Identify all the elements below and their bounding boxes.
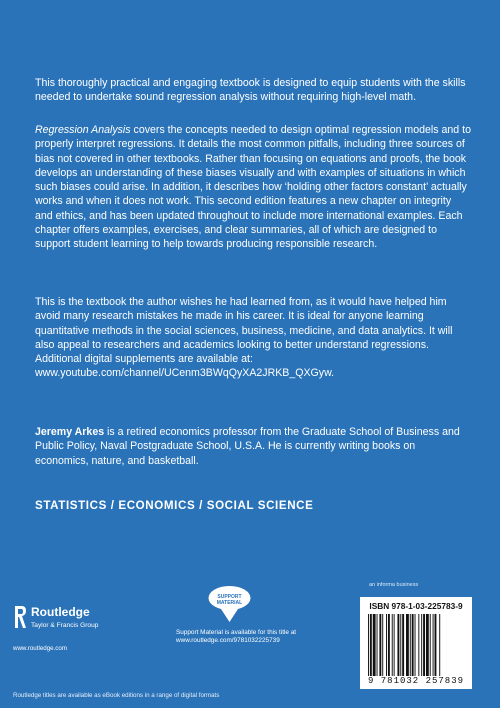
blurb-text-2 — [35, 123, 471, 252]
blurb-text-3: This is the textbook the author wishes he had learned from, as it would have helped him avoid many research mistakes he made in his career. It is ideal for anyone learning quantitative methods in the social sciences, business, medicine, and data analytics. It will also appeal to researchers and academics looking to better understand regressions. Additional digital supplements are available at: www.youtube.com/channel/UCenm3BWqQyXA2JRKB_QXGyw. — [35, 296, 453, 380]
support-material-badge — [207, 584, 252, 624]
publisher-group: Taylor & Francis Group — [31, 622, 99, 629]
subject-categories: STATISTICS / ECONOMICS / SOCIAL SCIENCE — [35, 499, 314, 512]
blurb-text-2-body: covers the concepts needed to design optimal regression models and to properly interpret regressions. It details the most common pitfalls, including three sources of bias not covered in other textbooks. Rather than focusing on equations and proofs, the book develops an understanding of these biases visually and with examples of situations in which such biases could arise. In addition, it describes how ‘holding other factors constant’ actually works and when it does not work. This second edition features a new chapter on integrity and ethics, and has been updated throughout to include more international examples. Each chapter offers examples, exercises, and clear summaries, all of which are designed to support student learning to help towards producing responsible research. — [35, 124, 471, 251]
informa-tagline: an informa business — [369, 582, 419, 588]
author-bio-body: is a retired economics professor from the Graduate School of Business and Public Policy, Naval Postgraduate School, U.S.A. He is currently writing books on economics, nature, and basketball. — [35, 426, 460, 467]
routledge-logo-icon — [13, 604, 28, 630]
support-badge-label: SUPPORT MATERIAL — [216, 594, 243, 606]
barcode-box — [360, 597, 472, 689]
barcode-icon — [368, 614, 464, 676]
barcode-digits: 9 781032 257839 — [367, 676, 464, 686]
support-material-note — [176, 629, 326, 645]
isbn-label: ISBN 978-1-03-225783-9 — [369, 601, 463, 611]
author-bio — [35, 425, 471, 468]
support-line-1: Support Material is available for this title at — [176, 629, 297, 636]
blurb-paragraph-3 — [35, 295, 471, 381]
blurb-paragraph-1 — [35, 76, 471, 105]
publisher-name: Routledge — [31, 605, 90, 619]
author-name: Jeremy Arkes — [35, 426, 105, 438]
routledge-logo — [13, 604, 123, 642]
blurb-text-1: This thoroughly practical and engaging textbook is designed to equip students with the skills needed to undertake sound regression analysis without requiring high-level math. — [35, 77, 466, 104]
publisher-url[interactable]: www.routledge.com — [13, 645, 67, 652]
book-title: Regression Analysis — [35, 124, 131, 136]
author-bio-text — [35, 425, 471, 468]
ebook-note: Routledge titles are available as eBook editions in a range of digital formats — [13, 692, 220, 699]
blurb-paragraph-2 — [35, 123, 471, 252]
support-url[interactable]: www.routledge.com/9781032225739 — [176, 637, 280, 644]
